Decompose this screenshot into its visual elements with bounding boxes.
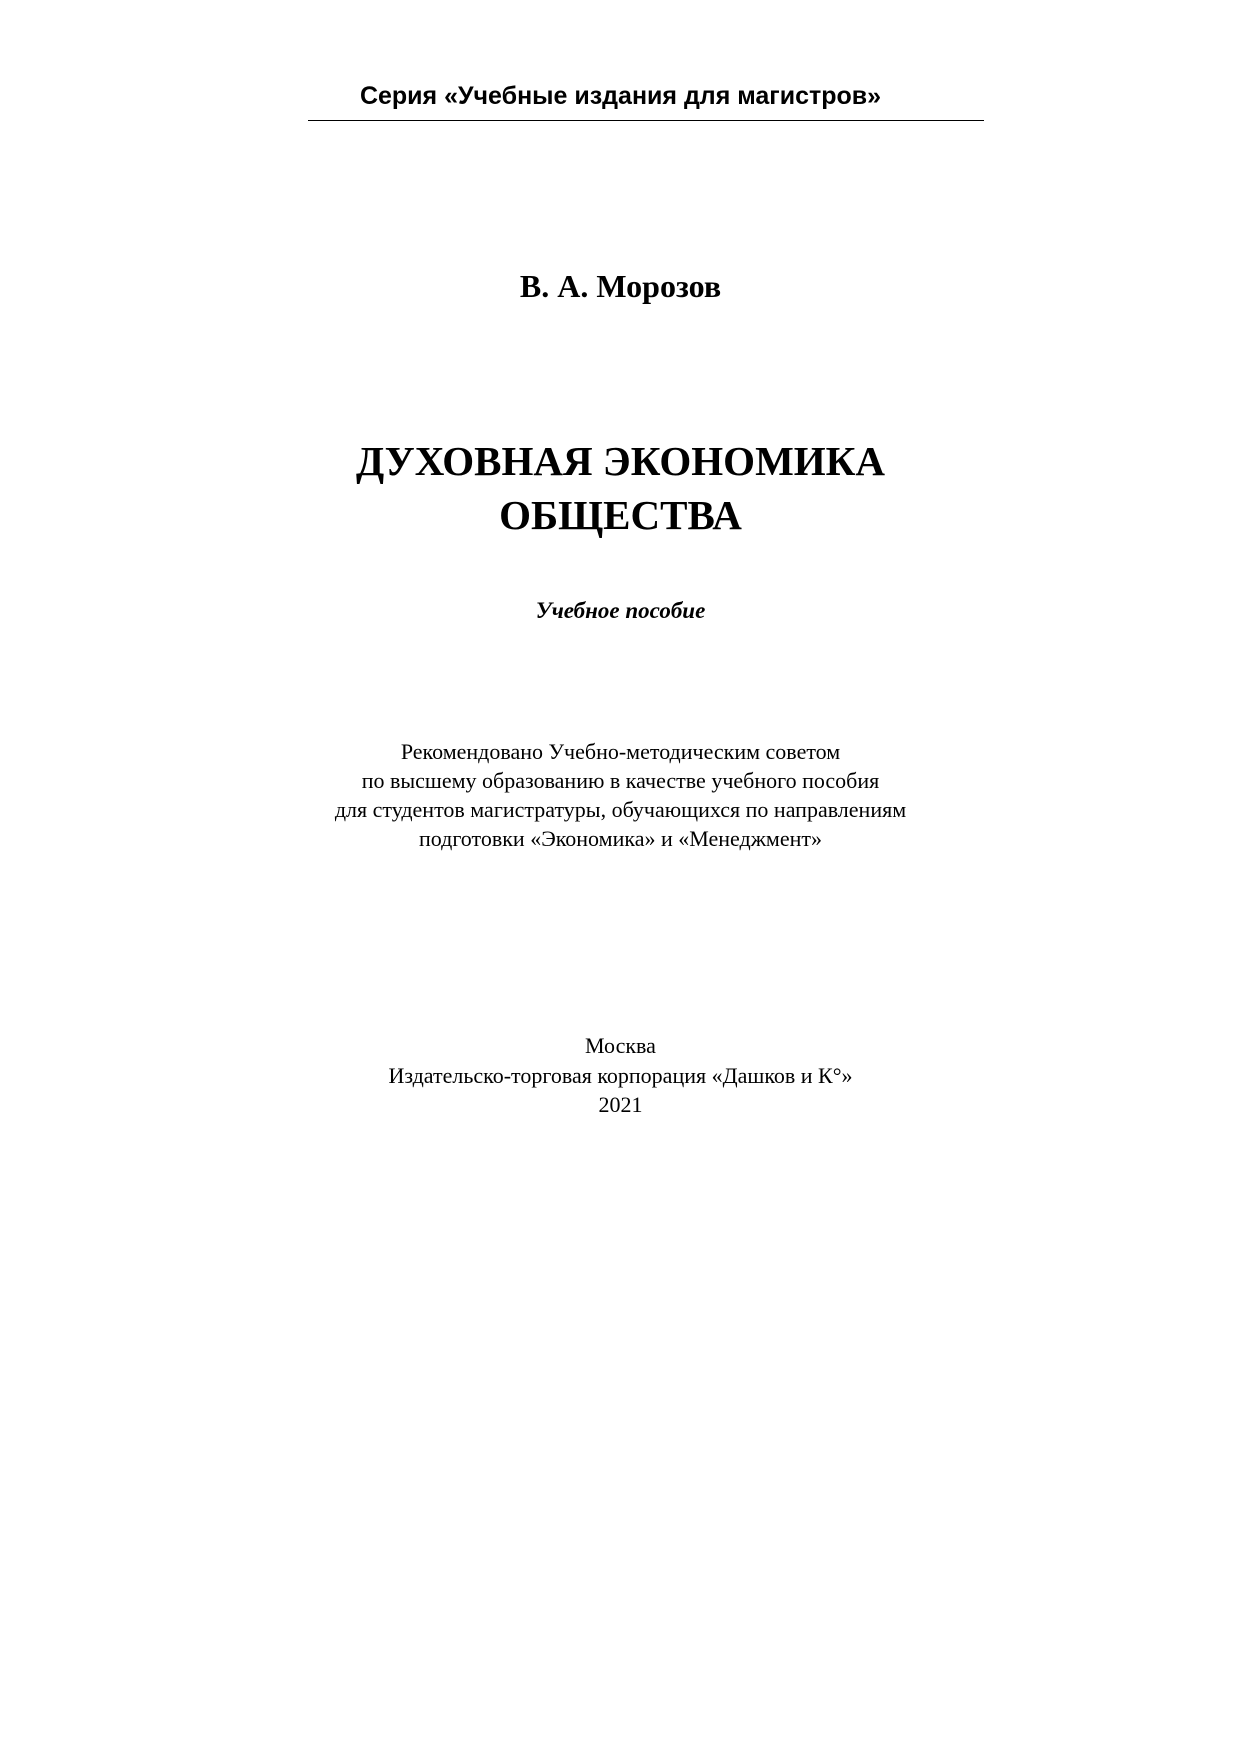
series-divider [308,120,984,121]
book-title-line: ДУХОВНАЯ ЭКОНОМИКА [355,438,886,484]
book-title-line: ОБЩЕСТВА [499,492,742,538]
author-name: В. А. Морозов [519,268,722,304]
recommendation-line: для студентов магистратуры, обучающихся по направлениям [334,797,907,822]
book-title [0,434,1241,542]
imprint-block [0,1031,1241,1120]
recommendation-line: Рекомендовано Учебно-методическим советом [400,739,841,764]
recommendation-line: по высшему образованию в качестве учебного пособия [361,768,880,793]
series-heading: Серия «Учебные издания для магистров» [359,82,882,110]
imprint-city: Москва [585,1033,656,1058]
imprint-year: 2021 [598,1092,643,1117]
imprint-publisher: Издательско-торговая корпорация «Дашков и К°» [388,1062,853,1088]
book-subtitle: Учебное пособие [535,598,706,623]
recommendation-text [0,737,1241,853]
recommendation-line: подготовки «Экономика» и «Менеджмент» [419,826,822,851]
